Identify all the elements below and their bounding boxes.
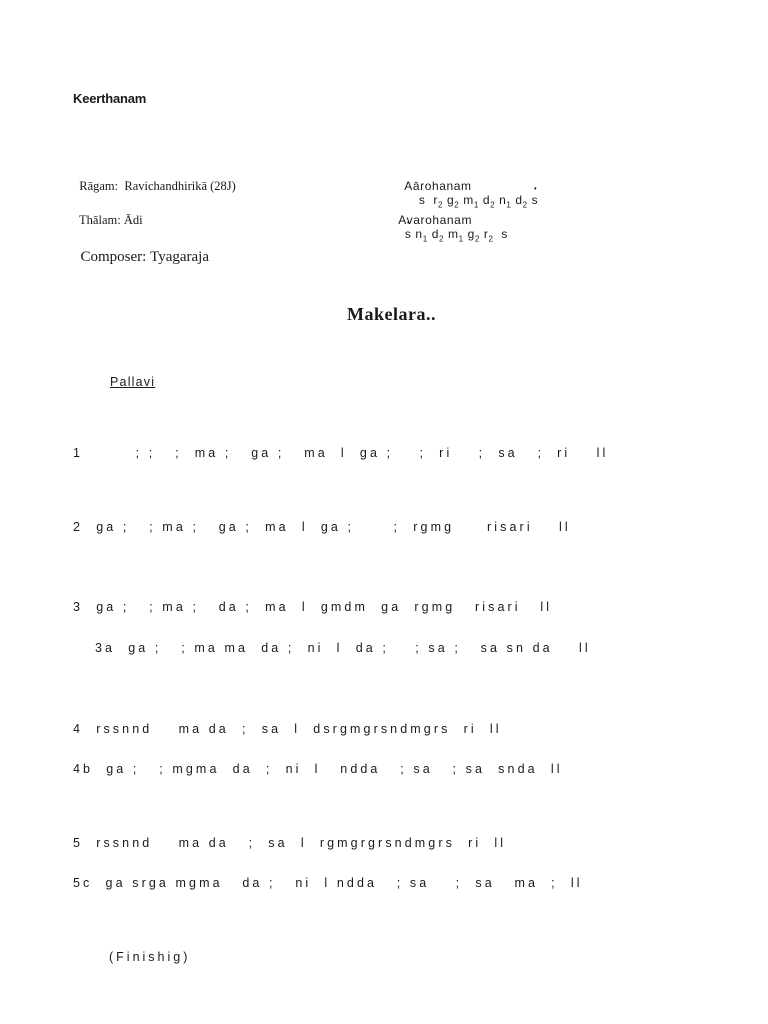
avarohanam-label: Avarohanam <box>398 213 473 227</box>
ragam-row <box>73 164 236 194</box>
notation-line-5c: 5c ga srga mgma da ; ni l ndda ; sa ; sa ma ; ll <box>73 876 583 890</box>
document-type-heading: Keerthanam <box>73 91 147 106</box>
notation-line-4b: 4b ga ; ; mgma da ; ni l ndda ; sa ; sa snda ll <box>73 762 563 776</box>
section-label-pallavi: Pallavi <box>110 375 156 389</box>
notation-line-5: 5 rssnnd ma da ; sa l rgmgrgrsndmgrs ri ll <box>73 836 507 850</box>
thalam-label: Thālam: <box>79 213 121 227</box>
ragam-label: Rāgam: <box>79 179 119 193</box>
composer-value: Tyagaraja <box>150 249 210 265</box>
notation-line-2: 2 ga ; ; ma ; ga ; ma l ga ; ; rgmg risari ll <box>73 520 571 534</box>
arohanam-scale: s $r_2$ $g_2$ $m_1$ $d_2$ $n_1$ $d_2$ • s <box>419 193 538 207</box>
avarohanam-scale: • s $n_1$ $d_2$ $m_1$ $g_2$ $r_2$ s <box>405 227 508 241</box>
song-title: Makelara.. <box>347 304 436 324</box>
notation-line-4: 4 rssnnd ma da ; sa l dsrgmgrsndmgrs ri ll <box>73 722 502 736</box>
thalam-row <box>73 198 143 228</box>
composer-label: Composer: <box>80 249 147 265</box>
finishing-label: (Finishig) <box>109 950 191 964</box>
notation-line-3a: 3a ga ; ; ma ma da ; ni l da ; ; sa ; sa sn da ll <box>95 641 591 655</box>
ragam-value: Ravichandhirikā (28J) <box>124 179 236 193</box>
notation-line-1: 1 ; ; ; ma ; ga ; ma l ga ; ; ri ; sa ; ri ll <box>73 446 609 460</box>
thalam-value: Ādi <box>123 213 143 227</box>
notation-line-3: 3 ga ; ; ma ; da ; ma l gmdm ga rgmg risari ll <box>73 600 553 614</box>
avarohanam-row <box>391 199 508 243</box>
arohanam-label: Aārohanam <box>404 179 472 193</box>
composer-row <box>73 232 209 266</box>
